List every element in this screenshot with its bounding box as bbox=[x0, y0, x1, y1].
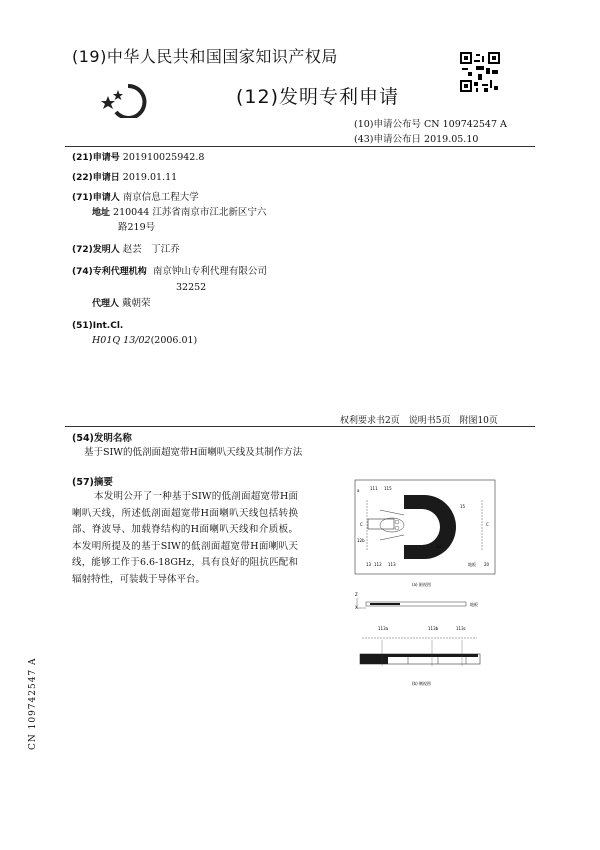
applicant-address: 地址 210044 江苏省南京市江北新区宁六 bbox=[92, 207, 267, 218]
side-view-strip bbox=[355, 592, 478, 610]
fig-caption: 地板 bbox=[470, 602, 478, 607]
publication-number: (10)申请公布号 CN 109742547 A bbox=[354, 119, 507, 130]
antenna-drawing bbox=[352, 470, 512, 700]
fig-label: 111 bbox=[370, 486, 378, 491]
abstract-text: 本发明公开了一种基于SIW的低剖面超宽带H面喇叭天线，所述低剖面超宽带H面喇叭天线包括转换部、脊波导、加载脊结构的H面喇叭天线和介质板。本发明所提及的基于SIW的低剖面超宽带H面喇叭天线，能够工作于6.6-18GHz，具有良好的阻抗匹配和辐射特性，可装载于导体平台。 bbox=[72, 491, 298, 585]
fig-label: 113 bbox=[388, 562, 396, 567]
ipc-label: (51)Int.Cl. bbox=[72, 321, 124, 331]
abstract-label: (57)摘要 bbox=[72, 477, 113, 488]
page-counts: 权利要求书2页 说明书5页 附图10页 bbox=[340, 416, 498, 426]
fig-label: 15 bbox=[460, 504, 466, 509]
qr-code bbox=[460, 52, 500, 92]
fig-caption: 地板 bbox=[468, 562, 476, 567]
fig-caption: (a) 俯视图 bbox=[412, 582, 431, 587]
section-view bbox=[360, 626, 480, 686]
fig-label: 12b bbox=[357, 538, 365, 543]
title-label: (54)发明名称 bbox=[72, 433, 132, 444]
fig-label: Z bbox=[355, 592, 358, 597]
side-publication-number: CN 109742547 A bbox=[28, 657, 38, 750]
inventors: (72)发明人 赵芸 丁江乔 bbox=[72, 244, 180, 255]
patent-agency: (74)专利代理机构 南京钟山专利代理有限公司 bbox=[72, 266, 267, 277]
fig-label: 113a bbox=[378, 626, 389, 631]
fig-label: 13 bbox=[366, 562, 372, 567]
fig-label: X bbox=[355, 605, 358, 610]
fig-caption: (b) 侧视图 bbox=[412, 681, 431, 686]
invention-title: 基于SIW的低剖面超宽带H面喇叭天线及其制作方法 bbox=[84, 447, 303, 458]
office-name: (19)中华人民共和国国家知识产权局 bbox=[72, 47, 338, 66]
filing-date: (22)申请日 2019.01.11 bbox=[72, 172, 178, 183]
ipc-classification: H01Q 13/02(2006.01) bbox=[92, 335, 198, 346]
fig-label: 112 bbox=[374, 562, 382, 567]
fig-label: a bbox=[357, 488, 360, 493]
applicant-address-cont: 路219号 bbox=[118, 222, 156, 233]
fig-label: 20 bbox=[484, 562, 490, 567]
cnipa-logo bbox=[98, 82, 158, 118]
fig-label: C bbox=[486, 522, 489, 527]
section-divider bbox=[65, 426, 535, 427]
header-divider bbox=[65, 146, 535, 147]
patent-agent: 代理人 戴朝荣 bbox=[92, 298, 151, 309]
fig-label: C bbox=[360, 522, 363, 527]
fig-label: 14 bbox=[436, 544, 442, 549]
fig-label: 115 bbox=[384, 486, 392, 491]
fig-label: 113b bbox=[428, 626, 439, 631]
patent-agency-code: 32252 bbox=[176, 282, 207, 293]
fig-label: 113c bbox=[456, 626, 466, 631]
application-number: (21)申请号 201910025942.8 bbox=[72, 152, 205, 163]
top-view bbox=[355, 480, 495, 587]
document-type: (12)发明专利申请 bbox=[236, 86, 400, 108]
applicant: (71)申请人 南京信息工程大学 bbox=[72, 192, 199, 203]
publication-date: (43)申请公布日 2019.05.10 bbox=[354, 134, 479, 145]
